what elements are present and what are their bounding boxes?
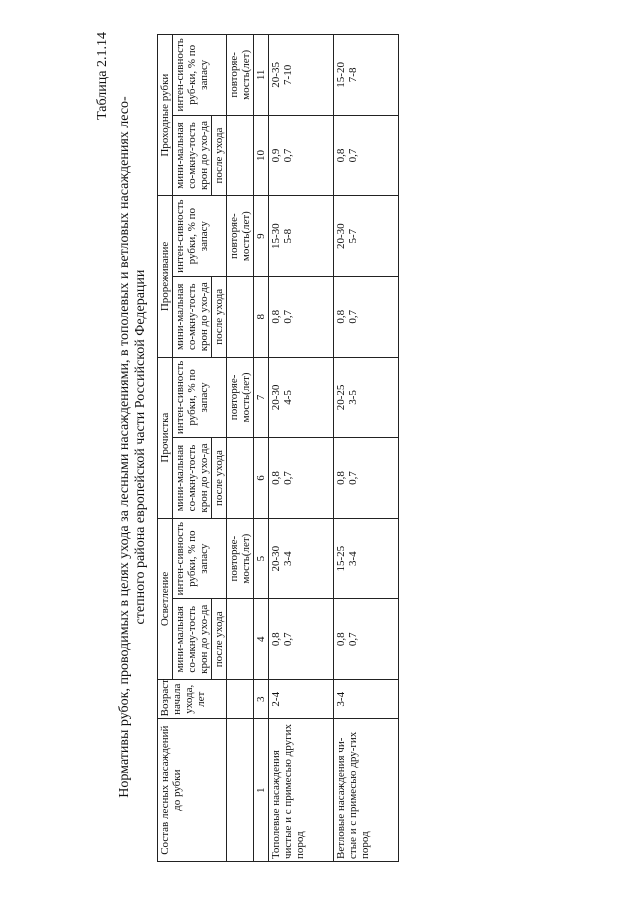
cell-min-density: 0,8 0,7: [269, 276, 334, 357]
table-row-poplar: [269, 35, 334, 862]
row-age: 3-4: [334, 680, 399, 719]
header-age: Возраст начала ухода, лет: [158, 680, 227, 719]
column-number: 4: [254, 599, 269, 680]
header-blank: [227, 115, 254, 196]
header-min-density: мини-мальная со-мкну-тость крон до ухо-да: [173, 115, 212, 196]
cell-min-density: 0,9 0,7: [269, 115, 334, 196]
column-number: 10: [254, 115, 269, 196]
cell-intensity: 20-25 3-5: [334, 357, 399, 438]
header-blank: [227, 438, 254, 519]
header-group-passage: Проходные рубки: [158, 35, 173, 196]
caption-line-2: степного района европейской части Российской Федерации: [133, 269, 148, 625]
header-after-care: после ухода: [212, 438, 227, 519]
cell-intensity: 15-30 5-8: [269, 196, 334, 277]
header-group-thinning: Прореживание: [158, 196, 173, 357]
header-blank: [227, 276, 254, 357]
header-group-cleaning: Прочистка: [158, 357, 173, 518]
header-intensity: интен-сивность рубки, % по запасу: [173, 518, 227, 599]
header-after-care: после ухода: [212, 276, 227, 357]
header-intensity: интен-сивность руб-ки, % по запасу: [173, 35, 227, 116]
header-min-density: мини-мальная со-мкну-тость крон до ухо-да: [173, 438, 212, 519]
column-number: 11: [254, 35, 269, 116]
header-row-groups: [158, 35, 173, 862]
column-number: 6: [254, 438, 269, 519]
cell-intensity: 15-20 7-8: [334, 35, 399, 116]
header-after-care: после ухода: [212, 599, 227, 680]
table-number: Таблица 2.1.14: [95, 32, 110, 120]
cell-min-density: 0,8 0,7: [269, 438, 334, 519]
header-repeat: повторяе-мость(лет): [227, 35, 254, 116]
column-number-row: [254, 35, 269, 862]
header-blank: [227, 599, 254, 680]
column-number: 1: [254, 719, 269, 862]
caption-line-1: Нормативы рубок, проводимых в целях ухода за лесными насаждениями, в тополевых и ветловых насаждениях лесо-: [117, 96, 132, 798]
row-composition: Ветловые насаждения чи-стые и с примесью дру-гих пород: [334, 719, 399, 862]
table-caption: [117, 32, 149, 862]
header-intensity: интен-сивность рубки, % по запасу: [173, 357, 227, 438]
header-repeat: повторяе-мость(лет): [227, 518, 254, 599]
header-group-thinning-light: Осветление: [158, 518, 173, 679]
cell-intensity: 20-35 7-10: [269, 35, 334, 116]
cell-min-density: 0,8 0,7: [269, 599, 334, 680]
row-composition: Тополевые насаждения чистые и с примесью других пород: [269, 719, 334, 862]
header-blank: [227, 719, 254, 862]
header-intensity: интен-сивность рубки, % по запасу: [173, 196, 227, 277]
rotated-page-content: [95, 32, 435, 862]
column-number: 3: [254, 680, 269, 719]
cell-min-density: 0,8 0,7: [334, 599, 399, 680]
header-row-sub2: [227, 35, 254, 862]
header-composition: Состав лесных насаждений до рубки: [158, 719, 227, 862]
column-number: 9: [254, 196, 269, 277]
header-repeat: повторяе-мость(лет): [227, 196, 254, 277]
cell-min-density: 0,8 0,7: [334, 276, 399, 357]
column-number: 5: [254, 518, 269, 599]
cell-intensity: 20-30 3-4: [269, 518, 334, 599]
row-age: 2-4: [269, 680, 334, 719]
cell-intensity: 15-25 3-4: [334, 518, 399, 599]
header-repeat: повторяе-мость(лет): [227, 357, 254, 438]
header-blank: [227, 680, 254, 719]
table-row-willow: [334, 35, 399, 862]
header-min-density: мини-мальная со-мкну-тость крон до ухо-да: [173, 276, 212, 357]
cell-intensity: 20-30 5-7: [334, 196, 399, 277]
column-number: 8: [254, 276, 269, 357]
header-min-density: мини-мальная со-мкну-тость крон до ухо-да: [173, 599, 212, 680]
header-after-care: после ухода: [212, 115, 227, 196]
cell-min-density: 0,8 0,7: [334, 115, 399, 196]
column-number: 7: [254, 357, 269, 438]
cell-intensity: 20-30 4-5: [269, 357, 334, 438]
cell-min-density: 0,8 0,7: [334, 438, 399, 519]
norms-table: [157, 34, 399, 862]
